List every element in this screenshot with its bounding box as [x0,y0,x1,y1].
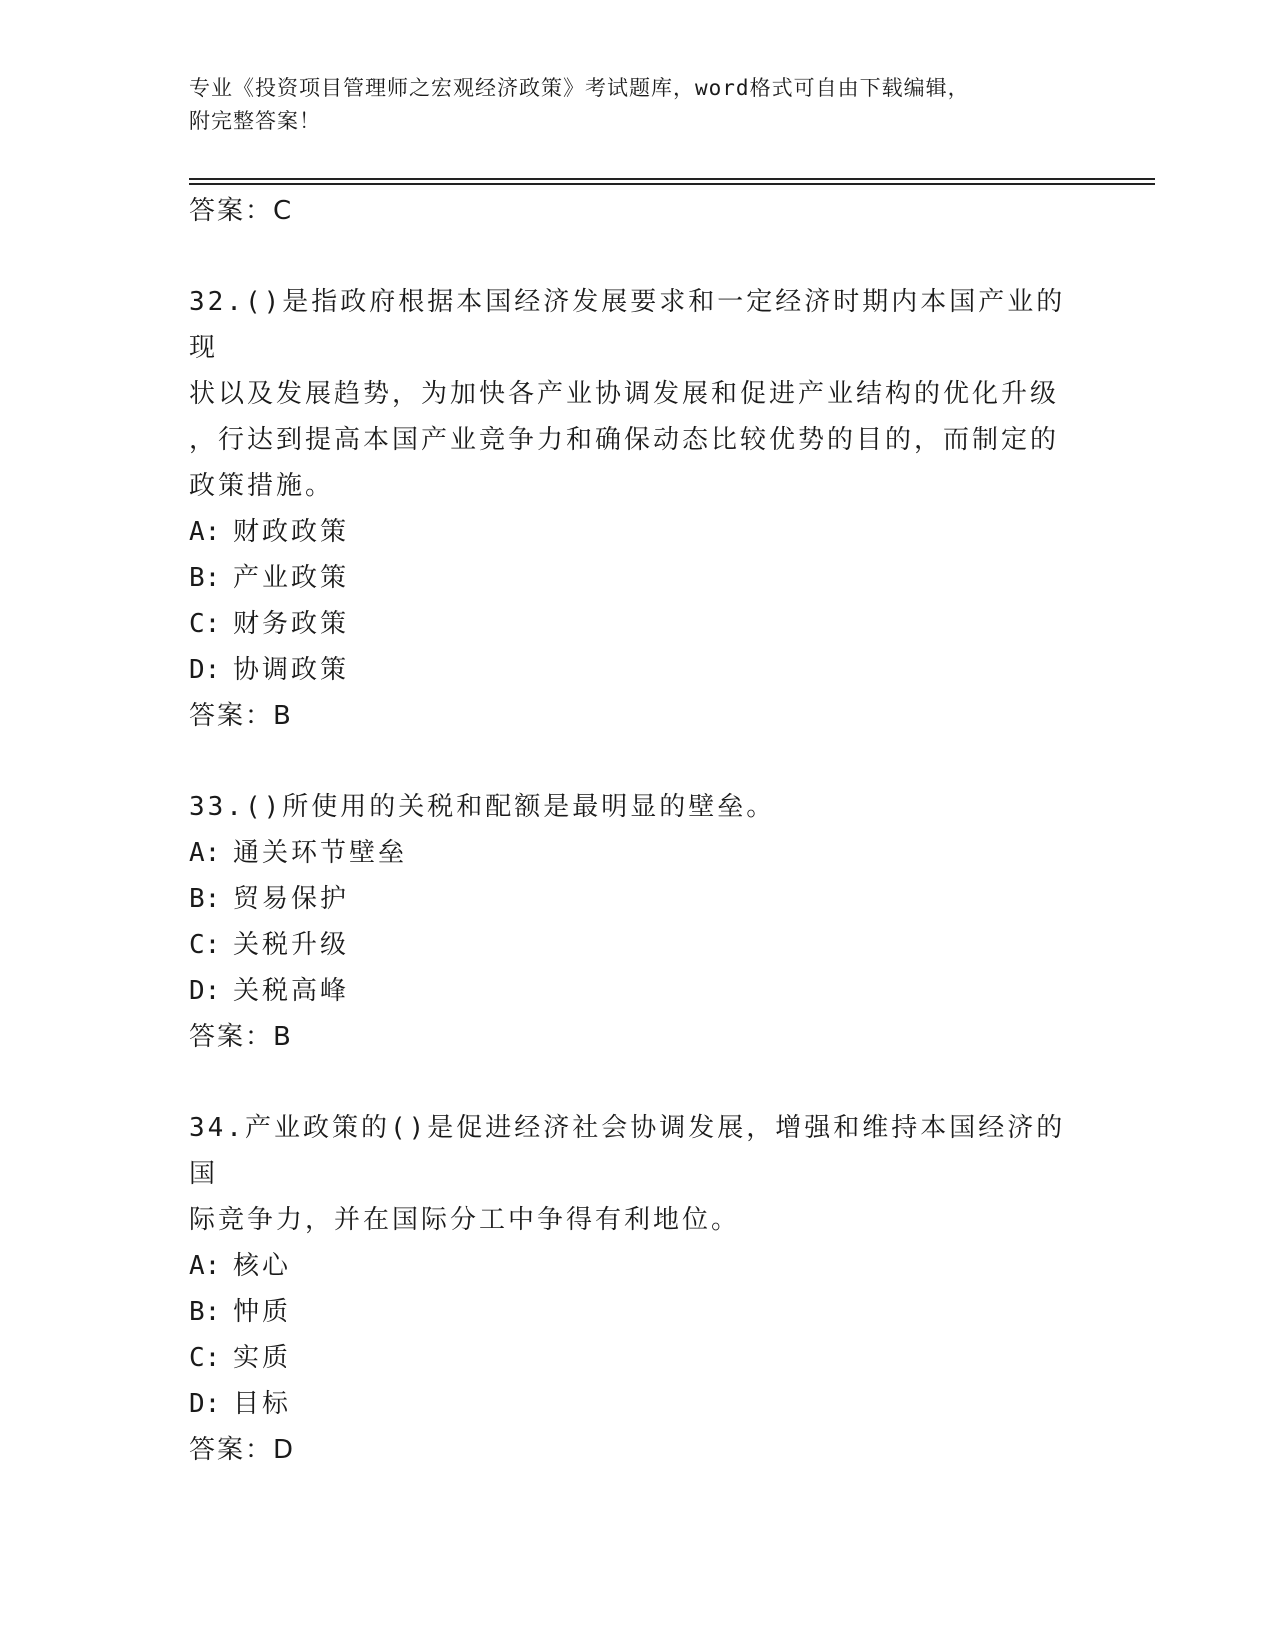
question-text-line: 32.()是指政府根据本国经济发展要求和一定经济时期内本国产业的现 [189,287,1066,363]
option-text: 协调政策 [233,655,350,685]
option-letter: D: [189,655,221,685]
option-letter: D: [189,1389,221,1419]
option-a [189,830,1089,876]
option-text: 实质 [233,1343,292,1373]
answer-line: 答案：B [189,1022,293,1052]
question-stem [189,1105,1089,1243]
option-c [189,922,1089,968]
option-d [189,647,1089,693]
option-letter: A: [189,1251,221,1281]
answer-line: 答案：D [189,1435,296,1465]
answer-line: 答案：C [189,196,294,226]
option-letter: A: [189,838,221,868]
option-letter: B: [189,1297,221,1327]
option-text: 目标 [233,1389,292,1419]
header-rule-top [189,178,1155,180]
option-letter: C: [189,930,221,960]
option-b [189,876,1089,922]
option-text: 产业政策 [233,563,350,593]
option-c [189,1335,1089,1381]
question-stem [189,784,1089,830]
option-letter: B: [189,884,221,914]
option-b [189,1289,1089,1335]
question-text-line: 际竞争力，并在国际分工中争得有利地位。 [189,1205,741,1235]
option-letter: C: [189,609,221,639]
option-letter: C: [189,1343,221,1373]
option-a [189,509,1089,555]
option-letter: D: [189,976,221,1006]
option-text: 关税升级 [233,930,350,960]
question-stem [189,279,1089,509]
question-text-line: 状以及发展趋势，为加快各产业协调发展和促进产业结构的优化升级 [189,379,1060,409]
option-text: 核心 [233,1251,292,1281]
header-rule-bottom [189,183,1155,185]
header-line-2: 附完整答案！ [189,109,321,133]
question-text-line: ，行达到提高本国产业竞争力和确保动态比较优势的目的，而制定的 [189,425,1060,455]
question-text-line: 政策措施。 [189,471,335,501]
document-header [189,72,1069,138]
question-text-line: 34.产业政策的()是促进经济社会协调发展，增强和维持本国经济的国 [189,1113,1066,1189]
option-letter: B: [189,563,221,593]
option-text: 通关环节壁垒 [233,838,408,868]
option-b [189,555,1089,601]
option-d [189,1381,1089,1427]
answer-line: 答案：B [189,701,293,731]
option-text: 财务政策 [233,609,350,639]
option-text: 贸易保护 [233,884,350,914]
question-text-line: 33.()所使用的关税和配额是最明显的壁垒。 [189,792,776,822]
option-c [189,601,1089,647]
question-list [189,188,1089,1473]
option-text: 财政政策 [233,517,350,547]
option-d [189,968,1089,1014]
option-text: 忡质 [233,1297,292,1327]
header-line-1: 专业《投资项目管理师之宏观经济政策》考试题库，word格式可自由下载编辑， [189,76,970,100]
option-text: 关税高峰 [233,976,350,1006]
option-letter: A: [189,517,221,547]
option-a [189,1243,1089,1289]
